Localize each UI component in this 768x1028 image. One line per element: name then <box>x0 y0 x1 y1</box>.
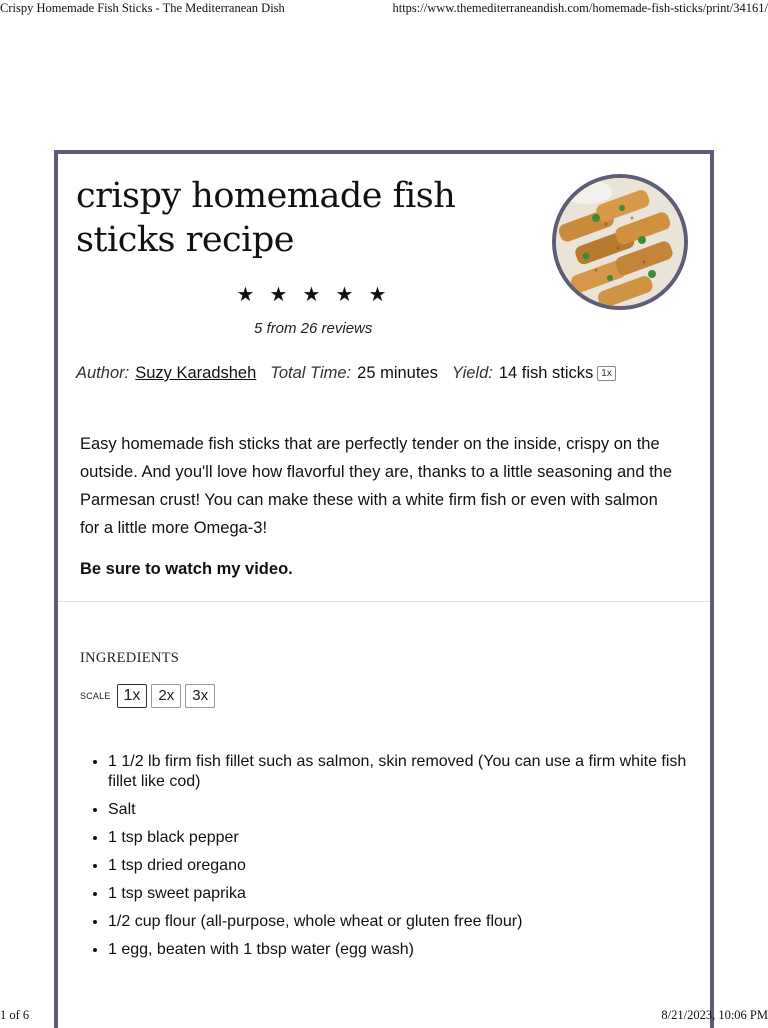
ingredients-list <box>90 752 708 968</box>
print-page-title: Crispy Homemade Fish Sticks - The Mediterranean Dish <box>0 1 285 15</box>
scale-label: SCALE <box>80 691 111 701</box>
page-number: 1 of 6 <box>0 1008 30 1022</box>
ingredient-item: • 1 tsp sweet paprika <box>108 884 708 904</box>
author-link[interactable]: Suzy Karadsheh <box>135 364 257 382</box>
star-icon: ★ <box>269 282 288 306</box>
total-time-value: 25 minutes <box>357 364 438 382</box>
scale-3x-button[interactable]: 3x <box>185 684 215 708</box>
star-icon: ★ <box>368 282 387 306</box>
star-icon: ★ <box>335 282 354 306</box>
video-note: Be sure to watch my video. <box>80 560 293 578</box>
fish-sticks-photo-image <box>556 178 684 306</box>
ingredient-item: • 1/2 cup flour (all-purpose, whole wheat or gluten free flour) <box>108 912 708 932</box>
author-label: Author: <box>76 364 130 382</box>
summary-text: Easy homemade fish sticks that are perfectly tender on the inside, crispy on the outside. And you'll love how flavorful they are, thanks to a little seasoning and the Parmesan crust! You can make these with a white firm fish or even with salmon for a little more Omega-3! <box>80 435 673 537</box>
section-divider <box>58 601 710 602</box>
star-icon: ★ <box>302 282 321 306</box>
print-datetime: 8/21/2023, 10:06 PM <box>661 1008 768 1022</box>
scale-controls <box>80 684 215 708</box>
recipe-photo <box>552 174 688 310</box>
ingredient-item: • Salt <box>108 800 708 820</box>
recipe-summary <box>80 430 680 542</box>
print-url: https://www.themediterraneandish.com/homemade-fish-sticks/print/34161/ <box>392 1 768 15</box>
recipe-title: crispy homemade fish sticks recipe <box>76 176 456 260</box>
yield-label: Yield: <box>451 364 493 382</box>
yield-value: 14 fish sticks <box>498 364 594 382</box>
ingredient-item: • 1 1/2 lb firm fish fillet such as salmon, skin removed (You can use a firm white fish fillet like cod) <box>108 752 708 792</box>
recipe-card <box>54 150 714 1028</box>
star-icon: ★ <box>236 282 255 306</box>
rating-stars <box>236 282 396 306</box>
yield-scale-button[interactable]: 1x <box>597 366 616 381</box>
recipe-meta <box>76 364 616 383</box>
scale-1x-button[interactable]: 1x <box>117 684 148 708</box>
ingredient-item: • 1 tsp dried oregano <box>108 856 708 876</box>
print-footer <box>0 1008 768 1024</box>
scale-2x-button[interactable]: 2x <box>151 684 181 708</box>
ingredients-heading: INGREDIENTS <box>80 650 180 666</box>
reviews-count: 5 from 26 reviews <box>254 320 373 337</box>
ingredient-item: • 1 tsp black pepper <box>108 828 708 848</box>
total-time-label: Total Time: <box>270 364 352 382</box>
print-header <box>0 0 768 16</box>
ingredient-item: • 1 egg, beaten with 1 tbsp water (egg wash) <box>108 940 708 960</box>
